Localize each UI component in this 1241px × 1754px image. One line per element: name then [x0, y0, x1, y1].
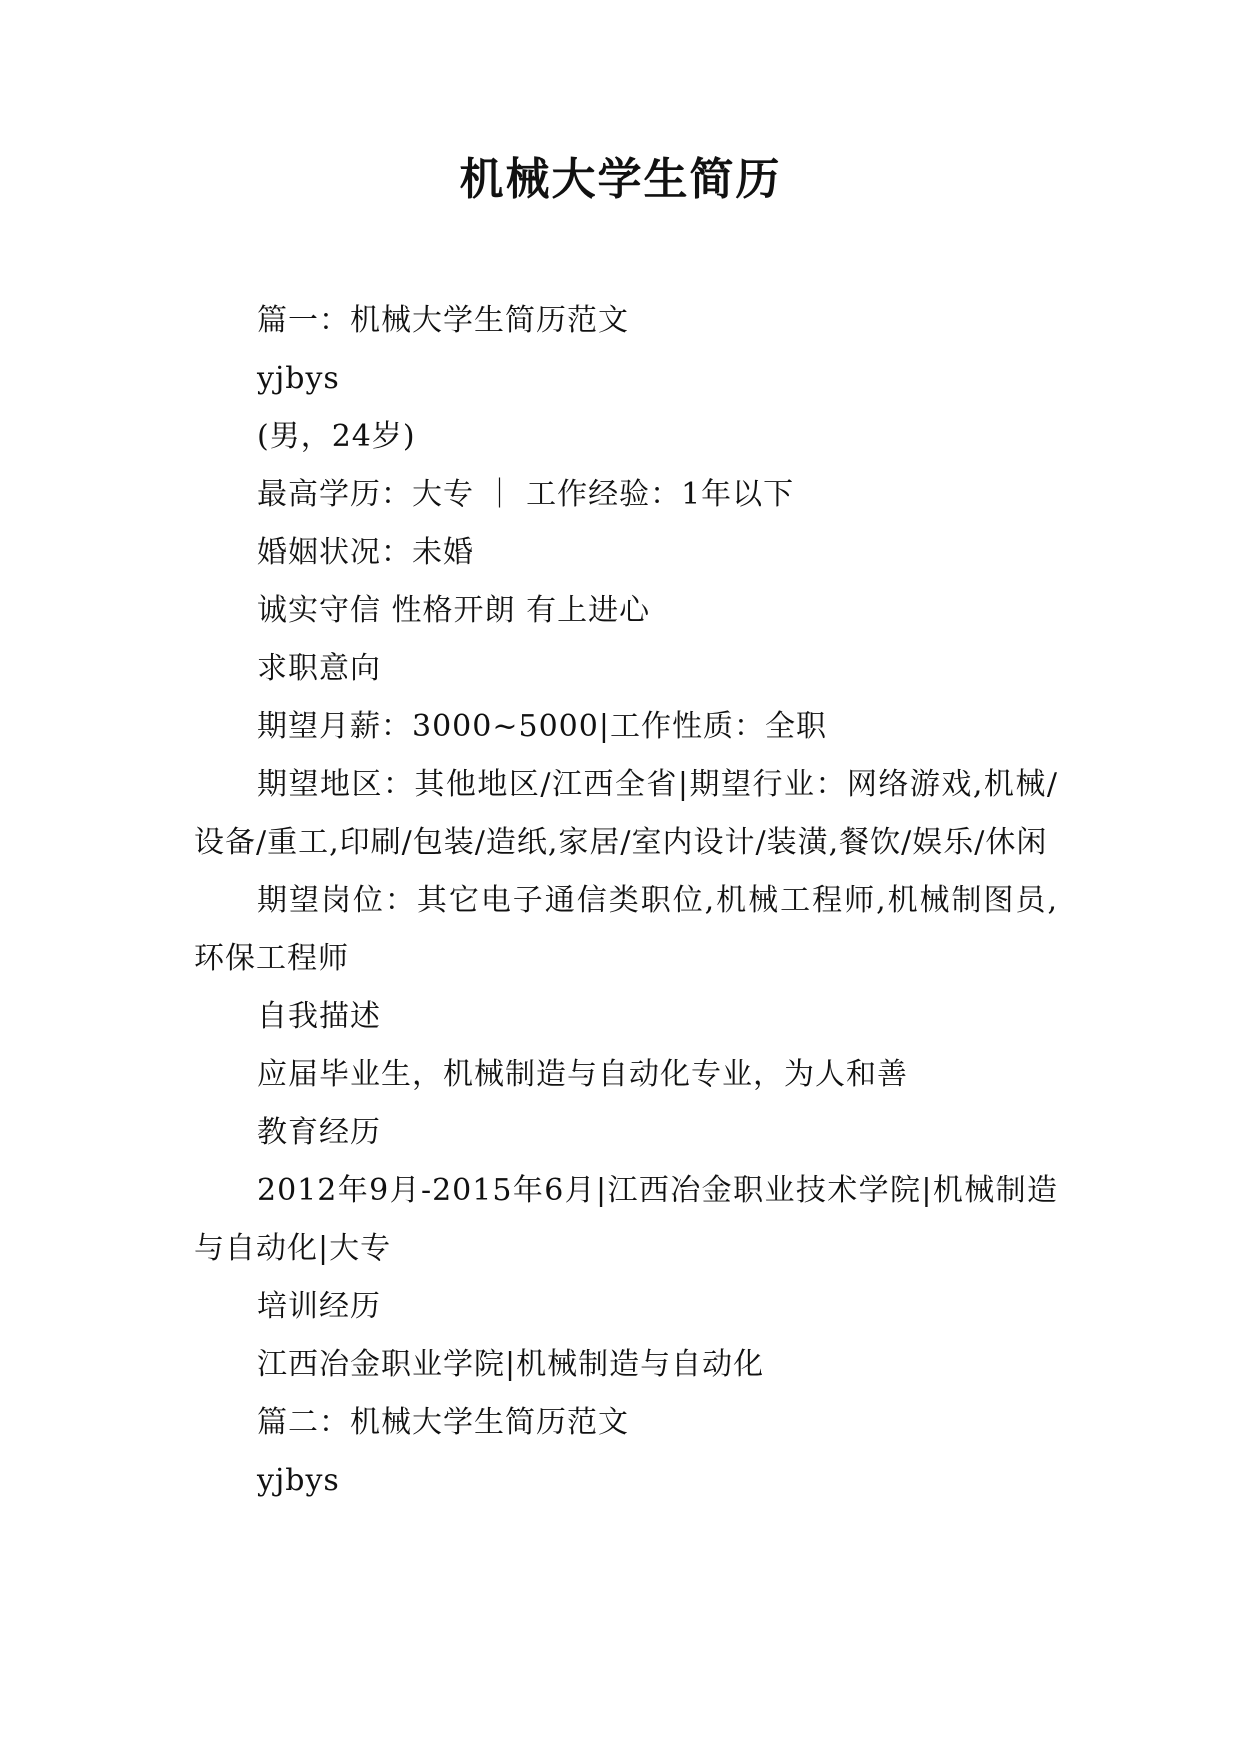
salary-job-type-line: 期望月薪：3000~5000|工作性质：全职	[257, 709, 827, 744]
desired-position-paragraph: 期望岗位：其它电子通信类职位,机械工程师,机械制图员,环保工程师	[194, 883, 1058, 976]
document-body	[194, 292, 1058, 1510]
job-intention-heading: 求职意向	[257, 651, 381, 686]
name-line-part-two: yjbys	[257, 1463, 340, 1498]
self-description-text: 应届毕业生，机械制造与自动化专业，为人和善	[257, 1057, 908, 1092]
gender-age-line: (男，24岁)	[257, 419, 416, 454]
document-title: 机械大学生简历	[459, 154, 782, 205]
marital-status-line: 婚姻状况：未婚	[257, 535, 474, 570]
name-line: yjbys	[257, 361, 340, 396]
training-entry: 江西冶金职业学院|机械制造与自动化	[257, 1347, 765, 1382]
section-heading-part-one: 篇一：机械大学生简历范文	[257, 303, 629, 338]
section-heading-part-two: 篇二：机械大学生简历范文	[257, 1405, 629, 1440]
education-heading: 教育经历	[257, 1115, 381, 1150]
training-heading: 培训经历	[257, 1289, 381, 1324]
education-entry: 2012年9月-2015年6月|江西冶金职业技术学院|机械制造与自动化|大专	[194, 1173, 1058, 1266]
personality-line: 诚实守信 性格开朗 有上进心	[257, 593, 651, 628]
self-description-heading: 自我描述	[257, 999, 381, 1034]
region-industry-paragraph: 期望地区：其他地区/江西全省|期望行业：网络游戏,机械/设备/重工,印刷/包装/造纸,家居/室内设计/装潢,餐饮/娱乐/休闲	[194, 767, 1058, 860]
education-experience-line: 最高学历：大专 ｜ 工作经验：1年以下	[257, 477, 795, 512]
